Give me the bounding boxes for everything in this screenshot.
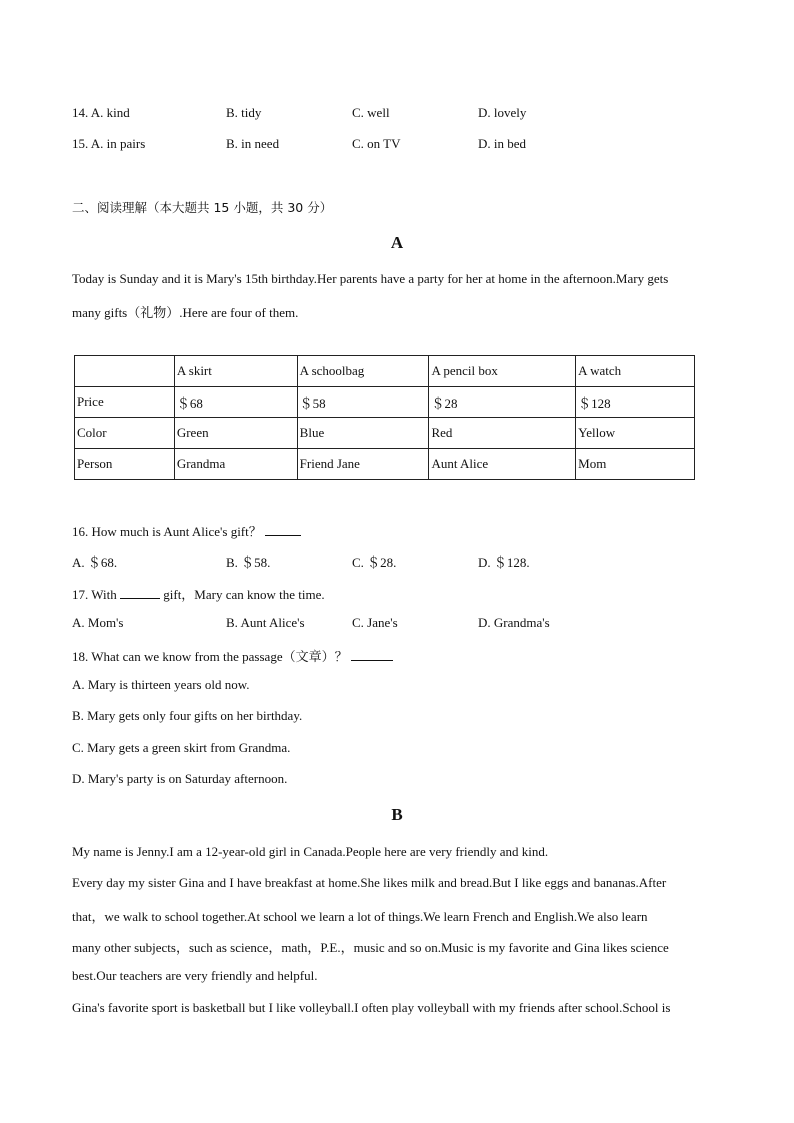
q18-option-b: B. Mary gets only four gifts on her birthday. bbox=[72, 708, 303, 723]
q17-stem-pre: 17. With bbox=[72, 587, 117, 602]
q14-option-d: D. lovely bbox=[478, 105, 527, 120]
q16-option-c: C. ＄28. bbox=[352, 555, 397, 570]
answer-blank[interactable] bbox=[351, 649, 393, 661]
table-cell: ＄68 bbox=[174, 387, 297, 418]
q14-option-c: C. well bbox=[352, 105, 390, 120]
q16-option-b: B. ＄58. bbox=[226, 555, 271, 570]
passage-a-title: A bbox=[390, 233, 404, 252]
q17-option-c: C. Jane's bbox=[352, 615, 398, 630]
q16-option-d: D. ＄128. bbox=[478, 555, 530, 570]
q16-stem bbox=[72, 521, 301, 540]
answer-blank[interactable] bbox=[120, 587, 160, 599]
passage-b-p2-line-1: Every day my sister Gina and I have breakfast at home.She likes milk and bread.But I like eggs and bananas.After bbox=[72, 875, 667, 890]
q16-stem-text: 16. How much is Aunt Alice's gift？ bbox=[72, 524, 262, 539]
q17-stem-post: gift，Mary can know the time. bbox=[163, 587, 325, 602]
passage-b-title: B bbox=[391, 805, 403, 824]
passage-b-p2-line-3: many other subjects，such as science，math，P.E.，music and so on.Music is my favorite and Gina likes science bbox=[72, 940, 669, 955]
q15-option-c: C. on TV bbox=[352, 136, 401, 151]
table-cell: A schoolbag bbox=[297, 356, 429, 387]
passage-b-p1: My name is Jenny.I am a 12-year-old girl in Canada.People here are very friendly and kind. bbox=[72, 844, 549, 859]
table-cell: Price bbox=[75, 387, 175, 418]
table-cell: A skirt bbox=[174, 356, 297, 387]
passage-a-line-1: Today is Sunday and it is Mary's 15th birthday.Her parents have a party for her at home in the afternoon.Mary gets bbox=[72, 271, 669, 286]
passage-b-p2-line-2: that，we walk to school together.At school we learn a lot of things.We learn French and English.We also learn bbox=[72, 909, 648, 924]
table-cell: Blue bbox=[297, 418, 429, 449]
table-cell: Green bbox=[174, 418, 297, 449]
q14-option-a: 14. A. kind bbox=[72, 105, 130, 120]
q18-option-a: A. Mary is thirteen years old now. bbox=[72, 677, 250, 692]
table-cell: Color bbox=[75, 418, 175, 449]
q18-option-c: C. Mary gets a green skirt from Grandma. bbox=[72, 740, 291, 755]
table-cell: Yellow bbox=[576, 418, 695, 449]
q15-option-a: 15. A. in pairs bbox=[72, 136, 146, 151]
q17-stem bbox=[72, 584, 325, 603]
table-row bbox=[75, 418, 695, 449]
q15-option-b: B. in need bbox=[226, 136, 280, 151]
q16-option-a: A. ＄68. bbox=[72, 555, 118, 570]
q18-option-d: D. Mary's party is on Saturday afternoon. bbox=[72, 771, 288, 786]
table-cell bbox=[75, 356, 175, 387]
table-cell: A pencil box bbox=[429, 356, 576, 387]
table-row bbox=[75, 449, 695, 480]
table-row bbox=[75, 387, 695, 418]
table-cell: Red bbox=[429, 418, 576, 449]
table-cell: Mom bbox=[576, 449, 695, 480]
q18-stem-text: 18. What can we know from the passage（文章）？ bbox=[72, 649, 348, 664]
table-cell: ＄128 bbox=[576, 387, 695, 418]
passage-a-line-2: many gifts（礼物）.Here are four of them. bbox=[72, 305, 299, 320]
q15-option-d: D. in bed bbox=[478, 136, 527, 151]
table-cell: Person bbox=[75, 449, 175, 480]
table-cell: Grandma bbox=[174, 449, 297, 480]
q14-option-b: B. tidy bbox=[226, 105, 262, 120]
section-heading: 二、阅读理解（本大题共 15 小题，共 30 分） bbox=[72, 200, 333, 215]
q17-option-b: B. Aunt Alice's bbox=[226, 615, 305, 630]
table-cell: Aunt Alice bbox=[429, 449, 576, 480]
q17-option-d: D. Grandma's bbox=[478, 615, 550, 630]
table-cell: A watch bbox=[576, 356, 695, 387]
table-cell: Friend Jane bbox=[297, 449, 429, 480]
passage-b-p3-line-1: Gina's favorite sport is basketball but I like volleyball.I often play volleyball with my friends after school.School is bbox=[72, 1000, 671, 1015]
gifts-table bbox=[74, 355, 695, 480]
q17-option-a: A. Mom's bbox=[72, 615, 124, 630]
table-cell: ＄28 bbox=[429, 387, 576, 418]
q18-stem bbox=[72, 646, 393, 665]
table-cell: ＄58 bbox=[297, 387, 429, 418]
table-header-row bbox=[75, 356, 695, 387]
passage-b-p2-line-4: best.Our teachers are very friendly and helpful. bbox=[72, 968, 318, 983]
answer-blank[interactable] bbox=[265, 524, 301, 536]
